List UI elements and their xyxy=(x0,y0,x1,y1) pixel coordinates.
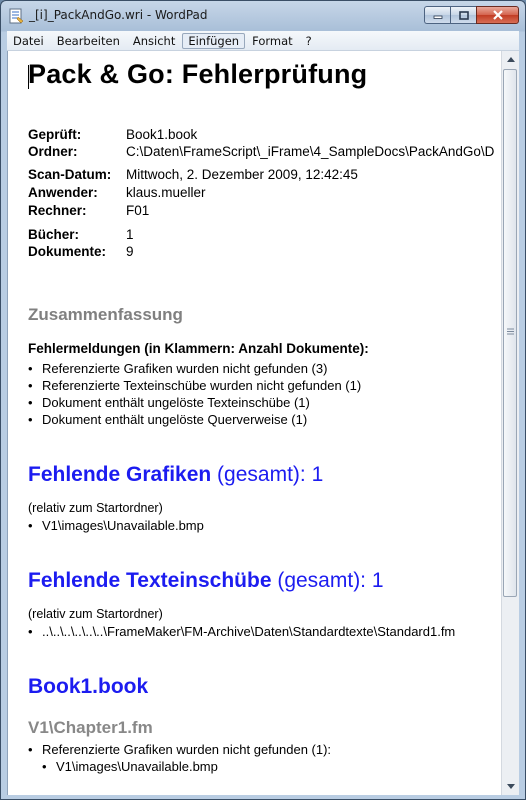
book-heading: Book1.book xyxy=(28,675,149,698)
errors-heading: Fehlermeldungen (in Klammern: Anzahl Dokumente): xyxy=(28,341,369,356)
title-bar[interactable] xyxy=(1,1,525,30)
menu-format[interactable]: Format xyxy=(252,33,293,48)
document-title: Pack & Go: Fehlerprüfung xyxy=(28,59,368,89)
close-icon xyxy=(492,10,504,20)
minimize-button[interactable] xyxy=(424,6,450,24)
scroll-up-button[interactable] xyxy=(502,51,519,68)
menu-ansicht[interactable]: Ansicht xyxy=(132,33,176,48)
menu-help[interactable]: ? xyxy=(305,33,312,48)
menu-bearbeiten[interactable]: Bearbeiten xyxy=(56,33,120,48)
missing-graphics-heading: Fehlende Grafiken (gesamt): 1 xyxy=(28,463,324,486)
missing-insets-heading: Fehlende Texteinschübe (gesamt): 1 xyxy=(28,569,384,592)
window-title: _[i]_PackAndGo.wri - WordPad xyxy=(29,8,208,22)
scroll-thumb[interactable] xyxy=(503,69,517,597)
chapter-heading: V1\Chapter1.fm xyxy=(28,718,153,737)
maximize-button[interactable] xyxy=(450,6,476,24)
menu-bar xyxy=(7,31,519,51)
window-bottom-border xyxy=(1,795,525,800)
scroll-down-button[interactable] xyxy=(502,778,519,795)
missing-graphics-note: (relativ zum Startordner) xyxy=(28,501,163,515)
missing-insets-note: (relativ zum Startordner) xyxy=(28,607,163,621)
wordpad-icon xyxy=(8,8,24,24)
vertical-scrollbar[interactable] xyxy=(501,51,519,795)
maximize-icon xyxy=(459,11,469,20)
scroll-up-icon xyxy=(507,57,515,62)
close-button[interactable] xyxy=(476,6,519,24)
menu-datei[interactable]: Datei xyxy=(13,33,44,48)
scroll-down-icon xyxy=(507,784,515,789)
document-area[interactable]: Pack & Go: Fehlerprüfung Geprüft: Book1.book Ordner: C:\Daten\FrameScript\_iFrame\4_SampleDocs\PackAndGo\D Scan-Datum: Mittwoch, 2. Dezember 2009, 12:42:45 Anwender: klaus.mueller Rechner: F01 Bücher: 1 Dokumente: 9 Zusammenfassung Fehlermeldungen (in Klammern: Anzahl Dokumente): • Referenzierte Grafiken wurden nicht gefunden (3) • Referenzierte Texteinschübe wurden nicht gefunden (1) • Dokument enthält ungelöste Texteinschübe (1) • Dokument enthält ungelöste Querverweise (1) Fehlende Grafiken (gesamt): 1 (relativ zum Startordner) • V1\images\Unavailable.bmp Fehlende Texteinschübe (gesamt): 1 (relativ zum Startordner) • ..\..\..\..\..\..\FrameMaker\FM-Archive\Daten\Standardtexte\Standard1.fm Book1.book V1\Chapter1.fm • Referenzierte Grafiken wurden nicht gefunden (1): • V1\images\Unavailable.bmp xyxy=(7,51,502,795)
grip-icon xyxy=(507,328,514,335)
menu-einfuegen[interactable]: Einfügen xyxy=(182,33,245,49)
minimize-icon xyxy=(433,11,443,19)
summary-heading: Zusammenfassung xyxy=(28,305,183,324)
